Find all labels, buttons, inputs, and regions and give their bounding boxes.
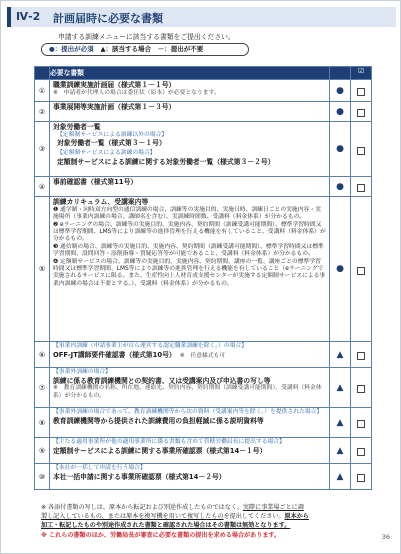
conditional-mark: ▲ — [330, 342, 351, 368]
conditional-mark: ▲ — [330, 368, 351, 408]
legend-required: ●：提出が必須 — [49, 45, 94, 53]
condition-label: 【事業外訓練の場合であって、教育訓練機関等から次の資料（受講案内等を除く。）を提供された場合】 — [53, 409, 323, 415]
footnote-line — [41, 513, 309, 521]
table-row — [35, 368, 372, 408]
header-docs: 必要な書類 — [50, 67, 330, 80]
row-number: ⑥ — [35, 342, 50, 368]
doc-note: ※ 任意様式も可 — [179, 352, 226, 359]
checkbox[interactable] — [357, 184, 365, 192]
doc-title: 教育訓練機関等から提供された訓練費用の負担軽減に係る説明資料等 — [53, 416, 264, 425]
footnote-text: を提出してください。 — [223, 513, 285, 520]
section-header — [7, 7, 396, 27]
doc-title: 事業展開等実施計画（様式第１－３号） — [53, 103, 176, 111]
checkbox[interactable] — [357, 474, 365, 482]
doc-title: 対象労働者一覧 — [53, 123, 101, 131]
section-number: Ⅳ-2 — [16, 10, 41, 23]
footnote-bold: 加工・転記したものや別途作成された書類と確認された場合はその書類は無効となります。 — [41, 522, 291, 529]
table-row — [35, 177, 372, 197]
legend-not-required: －：提出が不要 — [157, 45, 204, 53]
row-number: ⑨ — [35, 438, 50, 464]
conditional-mark: ▲ — [330, 438, 351, 464]
header-check: ☑ — [351, 67, 372, 80]
conditional-mark: ▲ — [330, 464, 351, 490]
section-title: 計画届時に必要な書類 — [53, 12, 163, 25]
required-mark: ● — [330, 102, 351, 122]
required-mark: ● — [330, 122, 351, 177]
intro-text: 申請する訓練メニューに該当する書類をご提出ください。 — [58, 33, 235, 41]
condition-label: 【事業外訓練の場合】 — [53, 369, 111, 375]
table-row — [35, 197, 372, 342]
row-number: ⑧ — [35, 408, 50, 438]
required-documents-table — [34, 66, 372, 490]
footnote-line — [41, 504, 304, 512]
doc-note: ※ 申請者が代理人の場合は委任状（原本）が必要となります。 — [53, 89, 220, 96]
legend-if-applicable: ▲：該当する場合 — [100, 45, 151, 53]
row-number: ④ — [35, 177, 50, 197]
doc-note: ※ 教育訓練機関の名称、所在地、連絡先、契約内容、契約期間（訓練受講可能期間）、受講料（料金体系）が分かるもの。 — [53, 385, 322, 399]
condition-label: 【本社が一括して申請を行う場合】 — [53, 465, 146, 471]
footnote-underlined: 実際に事業場ごとに調 — [242, 504, 304, 511]
checkbox[interactable] — [357, 88, 365, 96]
list-item: ❶ 通学制・同時双方向型の通信訓練の場合、訓練等の実施目的、実施日時、訓練日ごとの実施内容・実施場所（事業内訓練の場合、講師名を含む）、実訓練時間数、受講料（料金体系）が分かるもの。 — [53, 206, 321, 221]
row-number: ⑦ — [35, 368, 50, 408]
doc-title: 訓練に係る教育訓練機関との契約書、又は受講案内及び申込書の写し等 — [53, 376, 271, 385]
conditional-mark: ▲ — [330, 408, 351, 438]
footnote-underlined: 製し記入しているもの、または原本を複写機を用いて複写したもの — [41, 513, 224, 520]
row-number: ② — [35, 102, 50, 122]
table-row — [35, 464, 372, 490]
required-mark: ● — [330, 197, 351, 342]
checkbox[interactable] — [357, 420, 365, 428]
checkbox[interactable] — [357, 267, 365, 275]
condition-label: 【主たる適用事業所が他の適用事業所に係る書類も含めて管轄労働局長に提出する場合】 — [53, 439, 285, 445]
doc-title: 職業訓練実施計画届（様式第１－１号） — [53, 81, 176, 89]
table-row — [35, 342, 372, 368]
condition-label: 【定額制サービスによる訓練以外の場合】 — [57, 131, 168, 138]
page-number: 36 — [381, 533, 390, 541]
checkbox[interactable] — [357, 352, 365, 360]
footnote-warning: ※ これらの書類のほか、労働局長が審査に必要な書類の提出を求める場合があります。 — [41, 532, 281, 539]
doc-title: 訓練カリキュラム、受講案内等 — [53, 198, 149, 206]
table-row — [35, 80, 372, 102]
checkbox[interactable] — [357, 109, 365, 117]
list-item: ❸ 通信制の場合、訓練等の実施目的、実施内容、契約期間（訓練受講可能期間）、標準学習時間又は標準学習期間、設問回答・添削指導・質疑応答等が可能であること、受講料（料金体系）が分かるもの。 — [53, 243, 324, 258]
table-row — [35, 408, 372, 438]
footnote-bold: 原本から — [284, 513, 309, 520]
doc-subtitle: 対象労働者一覧（様式第３－１号） — [57, 139, 166, 148]
condition-label: 【定額制サービスによる訓練の場合】 — [57, 150, 156, 157]
row-number: ③ — [35, 122, 50, 177]
list-item: ❹ 定額制サービスの場合、訓練等の実施目的、実施内容、契約期間、講座の一覧、講座ごとの標準学習時間又は標準学習期間、LMS等により訓練等の進捗管理を行える機能を有していること（eラーニングで実施されるサービスに限る。また、生産性向上人材育成支援センターが実施する定額制サービスによる事業内訓練の場合は不要とする。）、受講料（料金体系）が分かるもの。 — [53, 258, 326, 287]
list-item: ❷ eラーニングの場合、訓練等の実施目的、実施内容、契約期間（訓練受講可能期間）、標準学習時間又は標準学習期間、LMS等により訓練等の進捗管理を行える機能を有していること、受講料（料金体系）が分かるもの。 — [53, 221, 326, 243]
doc-title: OFF-JT講師要件確認書（様式第10号） — [53, 350, 176, 359]
doc-title: 事前確認書（様式第11号） — [53, 178, 138, 186]
checkbox[interactable] — [357, 385, 365, 393]
doc-subtitle: 定額制サービスによる訓練に関する対象労働者一覧（様式第３－２号） — [57, 157, 275, 166]
row-number: ⑩ — [35, 464, 50, 490]
row-number: ⑤ — [35, 197, 50, 342]
checkbox[interactable] — [357, 147, 365, 155]
required-mark: ● — [330, 80, 351, 102]
table-header-row — [35, 67, 372, 80]
table-row — [35, 122, 372, 177]
row-number: ① — [35, 80, 50, 102]
footnote-text: ※ 各添付書類の写しは、原本から転記および別途作成したものではなく、 — [41, 504, 243, 511]
doc-title: 本社一括申請に関する事業所確認票（様式第14－２号） — [53, 472, 226, 481]
required-mark: ● — [330, 177, 351, 197]
legend-box — [41, 43, 249, 56]
table-row — [35, 102, 372, 122]
table-row — [35, 438, 372, 464]
condition-label: 【事業内訓練（申請事業主が自ら運営する認定職業訓練を除く。）の場合】 — [53, 343, 248, 349]
doc-title: 定額制サービスによる訓練に関する事業所確認票（様式第14－１号） — [53, 446, 267, 455]
checkbox[interactable] — [357, 448, 365, 456]
